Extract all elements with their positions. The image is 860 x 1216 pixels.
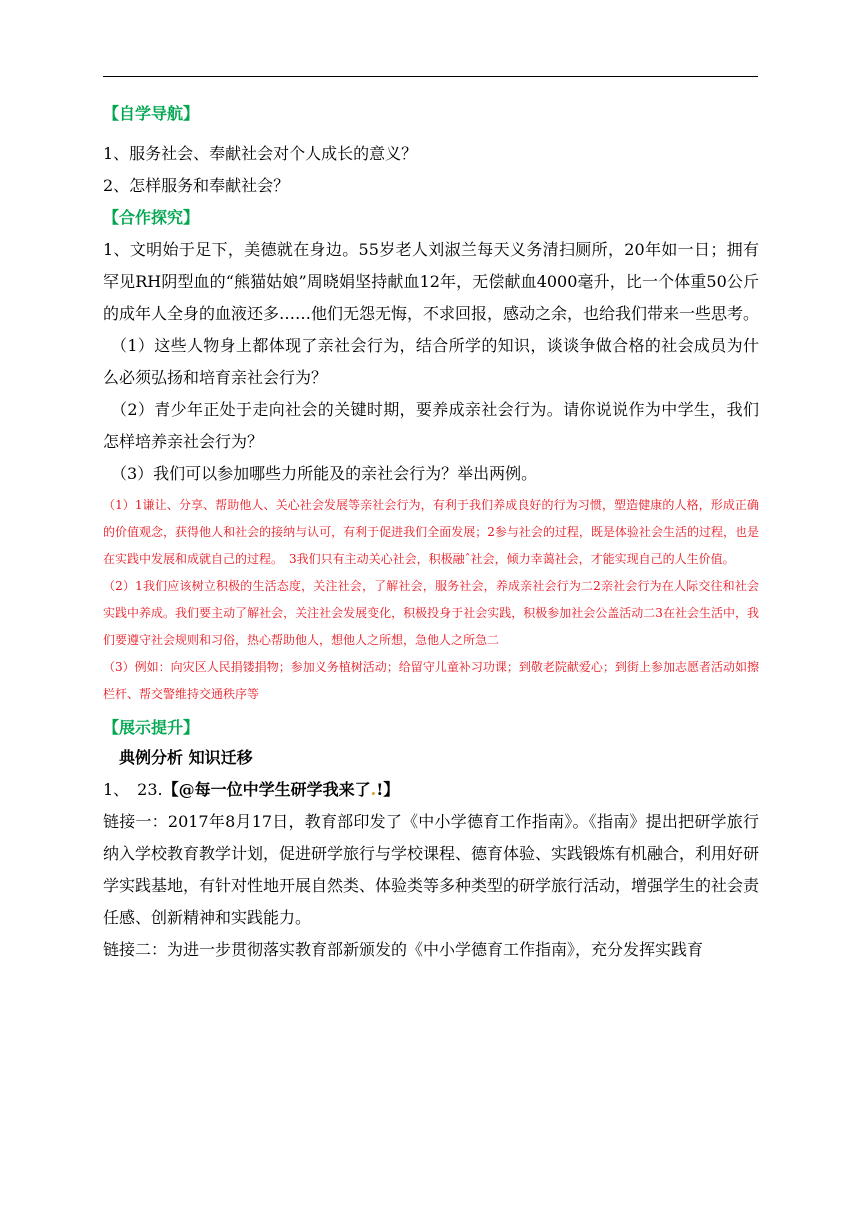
case-paragraph: 1、文明始于足下，美德就在身边。55岁老人刘淑兰每天义务清扫厕所，20年如一日；拥有罕见RH阴型血的“熊猫姑娘”周晓娟坚持献血12年，无偿献血4000毫升，比一个体重50公斤的成年人全身的血液还多……他们无怨无悔，不求回报，感动之余，也给我们带来一些思考。: [103, 240, 760, 323]
section-heading-show: 【展示提升】: [103, 718, 200, 737]
sub-heading-example: 典例分析 知识迁移: [119, 748, 253, 767]
item-title-mark: .: [370, 780, 377, 799]
sub-question-3: （3）我们可以参加哪些力所能及的亲社会行为？举出两例。: [111, 464, 538, 483]
sub-question-2: （2）青少年正处于走向社会的关键时期，要养成亲社会行为。请你说说作为中学生，我们怎样培养亲社会行为？: [103, 400, 759, 451]
header-rule: [103, 76, 758, 77]
item-number: 1、 23.: [103, 780, 163, 799]
link-2: 链接二：为进一步贯彻落实教育部新颁发的《中小学德育工作指南》，充分发挥实践育: [103, 940, 704, 959]
item-title-text: 【@每一位中学生研学我来了: [162, 780, 371, 799]
question-2: 2、怎样服务和奉献社会？: [103, 176, 290, 195]
answer-2: （2）1我们应该树立积极的生活态度，关注社会，了解社会，服务社会，养成亲社会行为二2亲社会行为在人际交往和社会实践中养成。我们要主动了解社会，关注社会发展变化，积极投身于社会实践，积极参加社会公盖活动二3在社会生活中，我们要遵守社会规则和习俗，热心帮助他人，想他人之所想，急他人之所急二: [103, 579, 759, 647]
section-heading-explore: 【合作探究】: [103, 208, 200, 227]
section-heading-self-study: 【自学导航】: [103, 104, 200, 123]
document-body: [103, 104, 759, 966]
item-title-end: !】: [376, 780, 400, 799]
question-1: 1、服务社会、奉献社会对个人成长的意义？: [103, 144, 418, 163]
item-title: [103, 778, 759, 802]
link-1: 链接一：2017年8月17日，教育部印发了《中小学德育工作指南》。《指南》提出把研学旅行纳入学校教育教学计划，促进研学旅行与学校课程、德育体验、实践锻炼有机融合，利用好研学实践基地，有针对性地开展自然类、体验类等多种类型的研学旅行活动，增强学生的社会责任感、创新精神和实践能力。: [103, 812, 760, 927]
answer-1: （1）1谦让、分享、帮助他人、关心社会发展等亲社会行为，有利于我们养成良好的行为习惯，塑造健康的人格，形成正确的价值观念，获得他人和社会的接纳与认可，有利于促进我们全面发展；2参与社会的过程，既是体验社会生活的过程，也是在实践中发展和成就自己的过程。 3我们只有主动关心社会，积极融ˆ社会，倾力幸蔼社会，才能实现自己的人生价值。: [103, 498, 759, 566]
sub-question-1: （1）这些人物身上都体现了亲社会行为，结合所学的知识，谈谈争做合格的社会成员为什么必须弘扬和培育亲社会行为？: [103, 336, 759, 387]
answer-3: （3）例如：向灾区人民捐镂捐物；参加义务植树活动；给留守儿童补习功课；到敬老院献爱心；到街上参加志愿者活动如擦栏杆、帮交警维持交通秩序等: [103, 660, 759, 701]
